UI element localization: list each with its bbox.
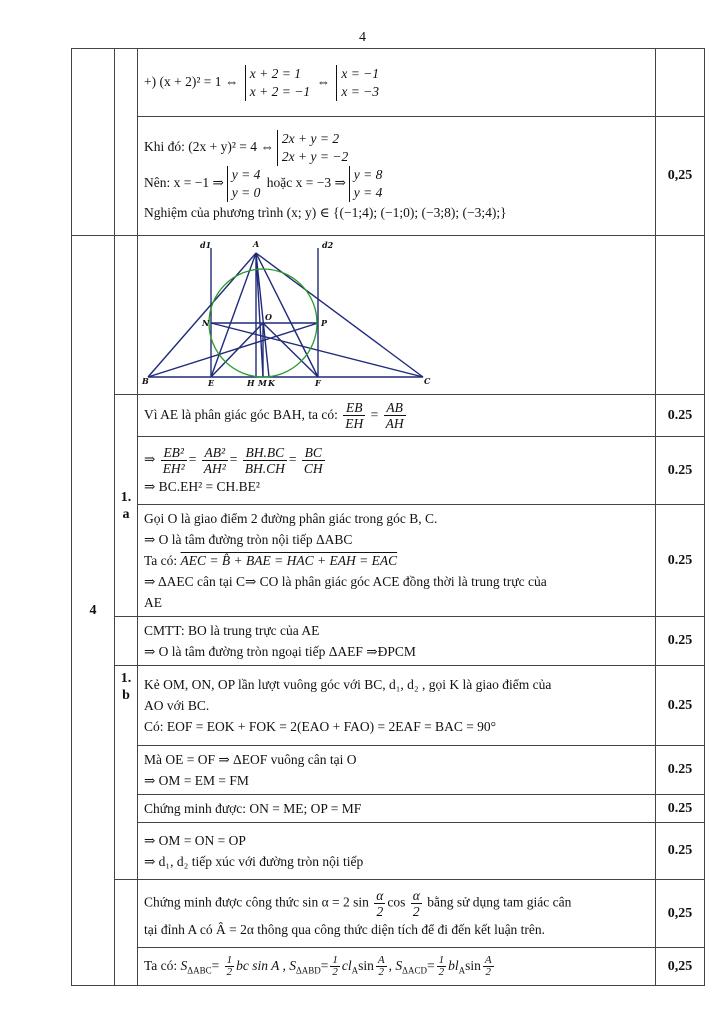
page-number: 4 — [359, 30, 366, 45]
label-A: A — [253, 239, 260, 249]
label-B: B — [142, 376, 149, 386]
geometry-figure-cell — [138, 236, 656, 395]
solution-1b-step-2: Mà OE = OF ⇒ ΔEOF vuông cân tại O ⇒ OM = EM = FM — [138, 746, 656, 795]
label-M: M — [258, 378, 267, 388]
score: 0.25 — [656, 437, 705, 505]
label-F: F — [315, 378, 321, 388]
solution-1b-step-4: ⇒ OM = ON = OP ⇒ d₁, d₂ tiếp xúc với đường tròn nội tiếp — [138, 823, 656, 880]
label-H: H — [247, 378, 255, 388]
geometry-figure — [138, 236, 643, 388]
score: 0,25 — [656, 117, 705, 236]
solution-1a-step-3: Gọi O là giao điểm 2 đường phân giác trong góc B, C. ⇒ O là tâm đường tròn nội tiếp ΔABC Ta có: AEC = B̂ + BAE = HAC + EAH = EAC ⇒ ΔAEC cân tại C⇒ CO là phân giác góc ACE đồng thời là trung trực của AE — [138, 505, 656, 617]
solution-row-1 — [138, 49, 656, 117]
solution-1a-step-2: ⇒ $\frac{\text{EB²}}{\text{EH²}}$ = $\frac{\text{AB²}}{\text{AH²}}$ = $\frac{BH.BC}{BH.CH}$ = $\frac{BC}{CH}$ ⇒ BC.EH² = CH.BE² — [138, 437, 656, 505]
solution-2-step-2: Ta có: $S_{\Delta ABC}=$ $\frac{1}{2}$ bc sin A , $S_{\Delta ABD}=$ $\frac{1}{2}$ $cl_A\sin$ $\frac{A}{2}$ , $S_{\Delta ACD}=$ $\frac{1}{2}$ $bl_A\sin$ $\frac{A}{2}$ — [138, 948, 656, 986]
label-d2: d2 — [322, 240, 334, 250]
equation-line — [144, 65, 382, 99]
system-bracket: x + 2 = 1 x + 2 = −1 — [245, 65, 310, 101]
score: 0.25 — [656, 666, 705, 746]
label-E: E — [208, 378, 215, 388]
system-bracket: x = −1 x = −3 — [336, 65, 379, 101]
label-N: N — [202, 318, 210, 328]
score-cell-empty — [656, 236, 705, 395]
iff-symbol: ⇔ — [316, 73, 330, 89]
equation-text: +) (x + 2)² = 1 ⇔ — [144, 73, 239, 89]
score: 0.25 — [656, 795, 705, 823]
subquestion-cell-empty — [115, 617, 138, 666]
subquestion-cell-empty — [115, 49, 138, 236]
subquestion-1b: 1. b — [115, 666, 138, 880]
score: 0.25 — [656, 746, 705, 795]
label-O: O — [265, 312, 272, 322]
score: 0,25 — [656, 880, 705, 948]
label-K: K — [268, 378, 275, 388]
solution-2-step-1: Chứng minh được công thức sin α = 2 sin $\frac{\alpha}{2}$ cos $\frac{\alpha}{2}$ bằng sử dụng tam giác cân tại đỉnh A có Â = 2α thông qua công thức diện tích để đi đến kết luận trên. — [138, 880, 656, 948]
label-d1: d1 — [200, 240, 212, 250]
label-C: C — [424, 376, 431, 386]
subquestion-1a: 1. a — [115, 395, 138, 617]
solution-1a-step-4: CMTT: BO là trung trực của AE ⇒ O là tâm đường tròn ngoại tiếp ΔAEF ⇒ĐPCM — [138, 617, 656, 666]
solution-1b-step-3: Chứng minh được: ON = ME; OP = MF — [138, 795, 656, 823]
subquestion-cell-empty — [115, 880, 138, 986]
solution-set: Nghiệm của phương trình (x; y) ∈ {(−1;4); (−1;0); (−3;8); (−3;4);} — [144, 204, 507, 220]
score: 0.25 — [656, 617, 705, 666]
question-number: 4 — [72, 236, 115, 986]
label-P: P — [321, 318, 328, 328]
score: 0.25 — [656, 823, 705, 880]
solution-1a-step-1: Vì AE là phân giác góc BAH, ta có: $\frac{EB}{EH}$ = $\frac{AB}{AH}$ — [138, 395, 656, 437]
score: 0.25 — [656, 505, 705, 617]
solution-1b-step-1: Kẻ OM, ON, OP lần lượt vuông góc với BC, d₁, d₂ , gọi K là giao điểm của AO với BC. Có: EOF = EOK + FOK = 2(EAO + FAO) = 2EAF = BAC = 90° — [138, 666, 656, 746]
score-cell-empty — [656, 49, 705, 117]
score: 0,25 — [656, 948, 705, 986]
subquestion-cell-empty — [115, 236, 138, 395]
score: 0.25 — [656, 395, 705, 437]
answer-table — [71, 48, 705, 986]
question-cell-empty — [72, 49, 115, 236]
solution-row-2: Khi đó: (2x + y)² = 4 ⇔ 2x + y = 2 2x + y = −2 Nên: x = −1 ⇒ y = 4 y = 0 hoặc x = −3 ⇒ y = 8 y = 4 Nghiệm của phương trình (x; y) ∈ {(−1;4); (−1;0); (−3;8); (−3;4);} — [138, 117, 656, 236]
